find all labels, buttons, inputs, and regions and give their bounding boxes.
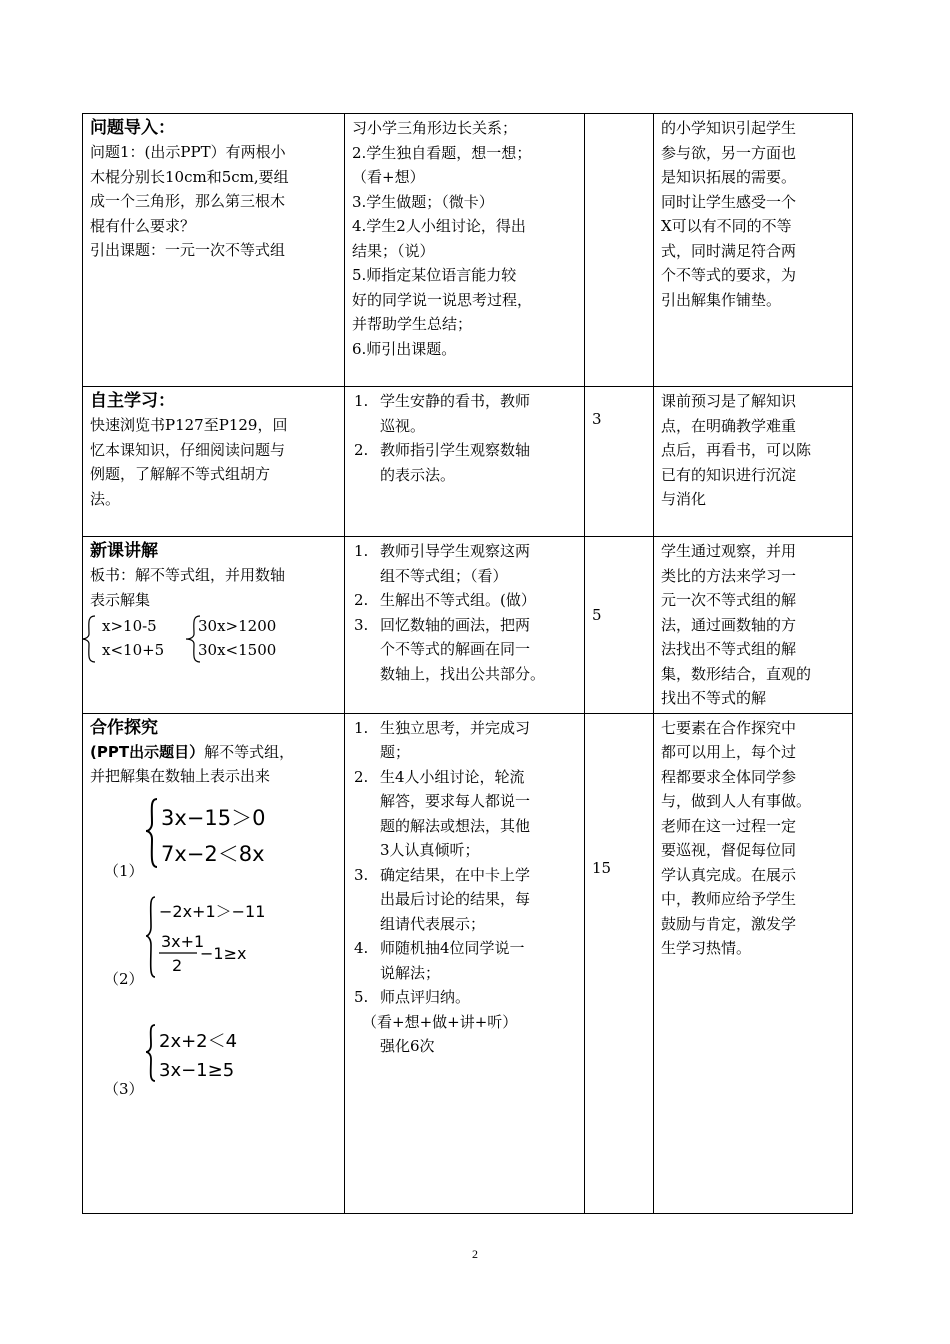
cell-content — [83, 713, 345, 1213]
problem-1 — [90, 789, 338, 889]
problem-label: （3） — [104, 1079, 144, 1098]
equation: 2x+2＜4 — [159, 1030, 238, 1052]
list-item: 3. 确定结果，在中卡上学 出最后讨论的结果，每 组请代表展示； — [354, 865, 531, 933]
text-line: 老师在这一过程一定 — [661, 816, 797, 835]
table-row-self-study — [83, 387, 853, 537]
cell-purpose — [654, 713, 853, 1213]
text-line: 法。 — [90, 489, 121, 508]
text-line: 问题1：(出示PPT）有两根小 — [90, 143, 286, 161]
cell-purpose — [654, 537, 853, 714]
lesson-plan-table — [82, 113, 853, 1214]
table-row-cooperation — [83, 713, 853, 1213]
text-line: 个不等式的要求，为 — [661, 266, 797, 284]
text-line: 式，同时满足符合两 — [661, 241, 797, 260]
problem-label: （1） — [104, 861, 144, 880]
cell-minutes — [585, 114, 654, 387]
problem-2 — [90, 889, 338, 997]
text-line: 的小学知识引起学生 — [661, 119, 797, 137]
cell-minutes: 15 — [585, 713, 654, 1213]
text-line: 4.学生2人小组讨论，得出 — [352, 217, 526, 235]
text-line: 6.师引出课题。 — [352, 339, 457, 358]
problem-label: （2） — [104, 969, 144, 988]
text-line: 成一个三角形，那么第三根木 — [90, 192, 286, 210]
system2-line2: 30x<1500 — [198, 641, 277, 659]
text-line: 法找出不等式组的解 — [661, 640, 797, 658]
cell-content — [83, 114, 345, 387]
summary-text: （看+想+做+讲+听） — [362, 1012, 518, 1031]
equation: 7x−2＜8x — [161, 841, 265, 866]
text-line: 与消化 — [661, 490, 707, 508]
text-line: 快速浏览书P127至P129，回 — [90, 416, 288, 434]
text-line: 七要素在合作探究中 — [661, 718, 797, 737]
text-line: 棍有什么要求？ — [90, 216, 196, 235]
cell-activity — [345, 114, 585, 387]
left-brace-icon — [146, 799, 157, 867]
inequality-systems — [90, 614, 338, 668]
text-line: 习小学三角形边长关系； — [352, 119, 518, 137]
text-line: 结果；（说） — [352, 241, 435, 260]
system2-line1: 30x>1200 — [198, 617, 277, 635]
text-line: 同时让学生感受一个 — [661, 192, 797, 211]
list-item: 1. 生独立思考，并完成习 题； — [354, 718, 531, 761]
text-line: （看+想） — [352, 168, 425, 186]
text-line: 集，数形结合，直观的 — [661, 664, 812, 683]
section-heading: 新课讲解 — [90, 541, 158, 561]
system1-line2: x<10+5 — [102, 641, 165, 659]
cell-purpose — [654, 387, 853, 537]
text-line: 已有的知识进行沉淀 — [661, 465, 797, 484]
text-line: 木棍分别长10cm和5cm,要组 — [90, 167, 289, 186]
list-item: 2. 生4人小组讨论，轮流 解答，要求每人都说一 题的解法或想法，其他 3人认真倾听； — [354, 767, 531, 859]
list-item: 1. 教师引导学生观察这两 组不等式组；（看） — [354, 542, 531, 585]
text-line: 找出不等式的解 — [661, 689, 767, 707]
text-line: (PPT出示题目）解不等式组， — [90, 742, 295, 761]
table-row-intro — [83, 114, 853, 387]
cell-purpose — [654, 114, 853, 387]
cell-content — [83, 387, 345, 537]
list-item: 2. 生解出不等式组。(做） — [354, 591, 536, 609]
text-line: 学生通过观察，并用 — [661, 542, 797, 560]
fraction-numerator: 3x+1 — [161, 931, 205, 951]
text-line: 都可以用上，每个过 — [661, 743, 797, 761]
text-line: 要巡视，督促每位同 — [661, 841, 797, 859]
list-item: 2. 教师指引学生观察数轴 的表示法。 — [354, 441, 531, 484]
list-item: 4. 师随机抽4位同学说一 说解法； — [354, 939, 525, 982]
fraction-denominator: 2 — [172, 955, 183, 975]
text-line: 引出解集作铺垫。 — [661, 290, 782, 309]
text-line: 5.师指定某位语言能力较 — [352, 266, 517, 284]
text-line: 与，做到人人有事做。 — [661, 792, 812, 810]
cell-activity — [345, 537, 585, 714]
equation: 3x−15＞0 — [161, 805, 266, 830]
text-line: 板书：解不等式组，并用数轴 — [90, 566, 286, 584]
text-line: 法，通过画数轴的方 — [661, 615, 797, 634]
cell-activity — [345, 387, 585, 537]
equation: 3x−1≥5 — [159, 1059, 235, 1081]
list-item: 1. 学生安静的看书，教师 巡视。 — [354, 392, 531, 435]
text-line: 并帮助学生总结； — [352, 315, 473, 333]
text-line: 鼓励与肯定，激发学 — [661, 914, 797, 933]
section-heading: 问题导入： — [90, 118, 175, 138]
system1-line1: x>10-5 — [102, 617, 157, 635]
text-line: 引出课题：一元一次不等式组 — [90, 241, 286, 259]
text-line: 是知识拓展的需要。 — [661, 168, 797, 186]
list-item: 5. 师点评归纳。 — [354, 988, 471, 1006]
cell-content — [83, 537, 345, 714]
text-line: 生学习热情。 — [661, 939, 752, 957]
section-heading: 合作探究 — [90, 717, 158, 738]
table-row-new-lesson — [83, 537, 853, 714]
cell-minutes: 3 — [585, 387, 654, 537]
page-number: 2 — [472, 1247, 478, 1261]
text-line: 表示解集 — [90, 590, 151, 609]
text-line: 例题，了解解不等式组胡方 — [90, 465, 271, 483]
text-line: 2.学生独自看题，想一想； — [352, 143, 532, 162]
ppt-subheading: (PPT出示题目） — [90, 742, 205, 761]
list-item: 3. 回忆数轴的画法，把两 个不等式的解画在同一 数轴上，找出公共部分。 — [354, 615, 546, 683]
text-line: 元一次不等式组的解 — [661, 591, 797, 609]
text-line: 点后，再看书，可以陈 — [661, 441, 812, 459]
cell-activity — [345, 713, 585, 1213]
equation: −1≥x — [200, 943, 247, 963]
equation: −2x+1＞−11 — [159, 901, 266, 921]
summary-text: 强化6次 — [380, 1037, 435, 1055]
text-line: 程都要求全体同学参 — [661, 767, 797, 786]
text-line: 忆本课知识，仔细阅读问题与 — [90, 440, 286, 459]
text-line: 参与欲，另一方面也 — [661, 143, 797, 162]
text-line: 并把解集在数轴上表示出来 — [90, 767, 271, 785]
problem-3 — [90, 997, 338, 1117]
text-line: 课前预习是了解知识 — [661, 392, 797, 410]
cell-minutes: 5 — [585, 537, 654, 714]
left-brace-icon — [146, 897, 155, 977]
left-brace-icon — [83, 614, 100, 664]
section-heading: 自主学习： — [90, 391, 175, 411]
text-line: X可以有不同的不等 — [661, 217, 792, 235]
text-line: 学认真完成。在展示 — [661, 865, 797, 884]
text-line: 3.学生做题；（微卡） — [352, 192, 494, 211]
text-line: 中，教师应给予学生 — [661, 890, 797, 908]
left-brace-icon — [146, 1025, 155, 1081]
text-line: 好的同学说一说思考过程， — [352, 290, 533, 309]
text-line: 类比的方法来学习一 — [661, 566, 797, 585]
text-line: 点，在明确教学难重 — [661, 416, 797, 435]
